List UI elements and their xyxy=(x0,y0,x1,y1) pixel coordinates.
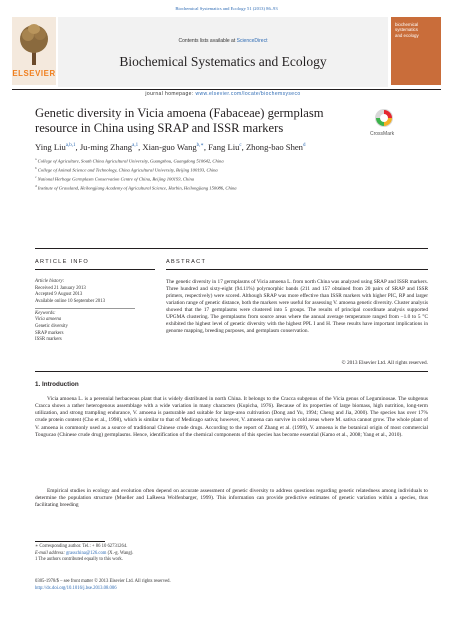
affiliation-sup: b xyxy=(35,166,37,171)
article-info-heading: ARTICLE INFO xyxy=(35,259,90,265)
elsevier-tree-icon xyxy=(18,21,50,67)
homepage-link[interactable]: www.elsevier.com/locate/biochemsyseco xyxy=(195,91,301,97)
affiliation-sup: c xyxy=(35,175,37,180)
title-line-2: resource in China using SRAP and ISSR markers xyxy=(35,121,284,135)
email-suffix: (X.-g. Wang). xyxy=(106,550,134,556)
affiliations xyxy=(35,156,435,192)
abstract-heading: ABSTRACT xyxy=(166,259,207,265)
affiliation-text: College of Animal Science and Technology, China Agricultural University, Beijing 100193, China xyxy=(37,167,218,173)
contents-prefix: Contents lists available at xyxy=(178,38,237,44)
history-item: Received 21 January 2013 xyxy=(35,285,86,291)
keyword: Vicia amoena xyxy=(35,317,62,323)
intro-paragraph-1: Vicia amoena L. is a perennial herbaceous plant that is widely distributed in north China. It belongs to the Cracca subgenus of the Vicia genus of Leguminosae. The subgenus Cracca shows a rather heterogenous assemblage with a wide variation in many characters (Kupicha, 1976). Because of its properties of large biomass, high nutrition, long-term utilization, and strong trampling endurance, V. amoena is pasturable and suitable for large-area cultivation (Dong and Yu, 1994; Cheng and Jia, 2000). The species has over 17% crude protein content (Cho et al., 1998), which is similar to that of Medicago sativa; however, V. amoena can survive in cold areas where M. sativa cannot grow. The whole plant of V. amoena is commonly used as a source of traditional Chinese crude drugs. According to the report of Zhang et al. (1999), V. amoena is the botanical origin of most commercial Tougucao (Chinese crude drug) germplasms. Hence, identification of the chemical components of this species has become essential (Kamo et al., 2008; Yang et al., 2010). xyxy=(35,396,428,438)
cover-line: and ecology xyxy=(395,32,419,38)
journal-title: Biochemical Systematics and Ecology xyxy=(119,54,327,69)
author-sup[interactable]: b,∗ xyxy=(196,143,204,149)
journal-header xyxy=(58,17,388,97)
corresponding-author: ∗ Corresponding author. Tel.: + 86 10 62731264. xyxy=(35,544,128,549)
author-name[interactable]: Zhong-bao Shen xyxy=(245,142,303,152)
affiliation-sup: d xyxy=(35,184,37,189)
article-title xyxy=(35,106,365,136)
footnote-rule xyxy=(35,541,105,542)
article-info xyxy=(35,279,155,344)
abstract-copyright: © 2013 Elsevier Ltd. All rights reserved. xyxy=(341,360,428,366)
affiliation xyxy=(35,183,435,192)
email-line xyxy=(35,551,428,558)
homepage-prefix: journal homepage: xyxy=(145,91,196,97)
abstract-rule xyxy=(166,269,428,270)
journal-reference[interactable]: Biochemical Systematics and Ecology 51 (2013) 86–93 xyxy=(175,6,278,11)
keyword: SRAP markers xyxy=(35,330,64,336)
author-name[interactable]: Ying Liu xyxy=(35,142,66,152)
affiliation xyxy=(35,165,435,174)
equal-contribution: 1 The authors contributed equally to this work. xyxy=(35,557,123,563)
journal-cover-title xyxy=(395,22,439,38)
email-label: E-mail address: xyxy=(35,550,67,556)
footnotes xyxy=(35,544,428,564)
issn-block xyxy=(35,579,428,592)
author-list: Ying Liu$^{a,b,1}$, Ju-ming Zhang$^{a,1}$, Xian-guo Wang$^{b,∗}$, Fang Liu$^c$, Zhong-bao Shen$^d$ xyxy=(35,142,306,152)
abstract-text: The genetic diversity in 17 germplasms of Vicia amoena L. from north China was analyzed using SRAP and ISSR markers. Three hundred and sixty-eight (94.11%) polymorphic bands (211 and 157 obtained from 20 pairs of SRAP and ISSR primers, respectively) were scored. Although SRAP was more effective than ISSR markers with higher PIC, RP and larger variation range of genetic distance, both the markers were useful for assessing V. amoena genetic diversity. Cluster analysis showed that the 17 germplasms were clustered into 5 groups. The results of principal coordinate analysis supported UPGMA clustering. The germplasms from source areas where the annual average temperature ranged from −1.0 to 5 °C exhibited the highest level of genetic diversity with the highest PPL I and H. These results have important implications in genome mapping, breeding purposes, and germplasm conservation. xyxy=(166,279,428,335)
doi-link[interactable]: http://dx.doi.org/10.1016/j.bse.2013.08.006 xyxy=(35,585,117,591)
crossmark-icon[interactable] xyxy=(374,108,394,128)
title-line-1: Genetic diversity in Vicia amoena (Fabaceae) germplasm xyxy=(35,106,324,120)
author-sup[interactable]: a,1 xyxy=(132,143,139,149)
cover-line: biochemical xyxy=(395,22,419,27)
cover-line: systematics xyxy=(395,27,418,33)
affiliation-text: National Herbage Germplasm Conservation Centre of China, Beijing 100193, China xyxy=(37,176,195,182)
history-item: Accepted 9 August 2013 xyxy=(35,292,83,298)
author-name[interactable]: Fang Liu xyxy=(208,142,240,152)
author-sup[interactable]: a,b,1 xyxy=(65,143,76,149)
homepage-line xyxy=(58,91,388,97)
history-label: Article history: xyxy=(35,279,65,284)
sciencedirect-link[interactable]: ScienceDirect xyxy=(236,38,268,44)
issn-line: 0305-1978/$ – see front matter © 2013 Elsevier Ltd. All rights reserved. xyxy=(35,579,171,584)
history-item: Available online 10 September 2013 xyxy=(35,298,105,304)
article-info-rule xyxy=(35,269,155,270)
email-link[interactable]: grasschina@126.com xyxy=(66,550,107,556)
keyword: Genetic diversity xyxy=(35,323,68,329)
section-rule xyxy=(35,248,428,249)
author-sup[interactable]: d xyxy=(302,143,306,149)
abstract-end-rule xyxy=(35,371,428,372)
header-rule xyxy=(12,89,441,90)
affiliation xyxy=(35,156,435,165)
keywords-label: Keywords: xyxy=(35,310,56,316)
affiliation-text: Institute of Grassland, Heilongjiang Academy of Agricultural Science, Harbin, Heilongjiang 150086, China xyxy=(37,185,237,191)
elsevier-wordmark[interactable]: ELSEVIER xyxy=(12,69,56,78)
crossmark-label[interactable]: CrossMark xyxy=(370,131,395,137)
affiliation xyxy=(35,174,435,183)
introduction-heading: 1. Introduction xyxy=(35,381,79,388)
affiliation-text: College of Agriculture, South China Agricultural University, Guangzhou, Guangdong 510642, China xyxy=(37,158,224,164)
affiliation-sup: a xyxy=(35,157,37,161)
author-sup[interactable]: c xyxy=(239,143,242,149)
author-name[interactable]: Ju-ming Zhang xyxy=(79,142,133,152)
author-name[interactable]: Xian-guo Wang xyxy=(142,142,197,152)
contents-line xyxy=(58,38,388,44)
keyword: ISSR markers xyxy=(35,337,62,343)
intro-paragraph-2: Empirical studies in ecology and evolution often depend on accurate assessment of genetic diversity to address questions regarding genetic relatedness among individuals to determine the population structure (Mueller and LaReesa Wolfenbarger, 1999). This information can provide predictive estimates of genetic variation within a species, thus facilitating breeding xyxy=(35,488,428,509)
